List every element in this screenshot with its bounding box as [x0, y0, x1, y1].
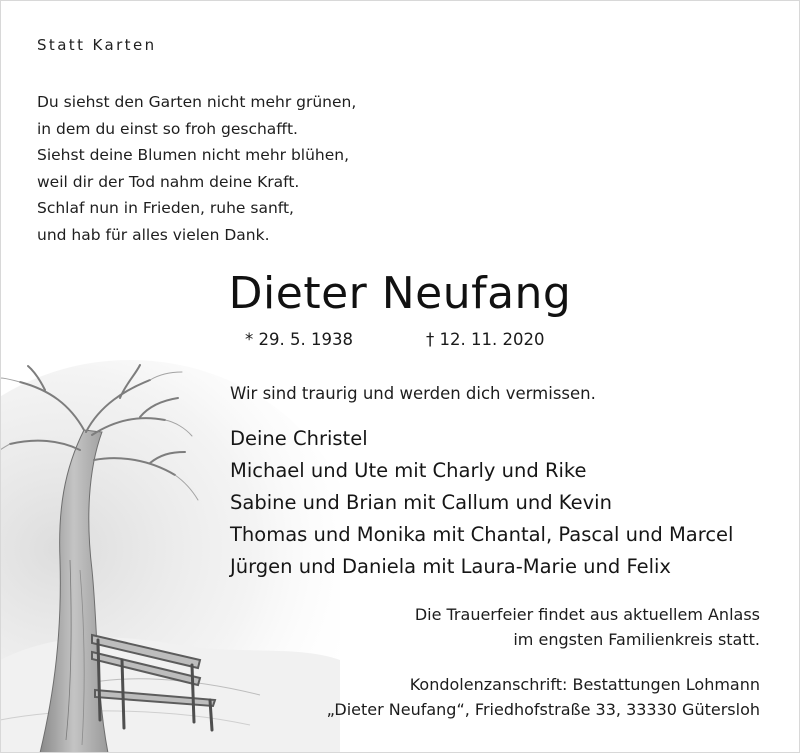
family-line: Jürgen und Daniela mit Laura-Marie und Felix: [230, 555, 671, 578]
notice-line: Die Trauerfeier findet aus aktuellem Anlass: [414, 605, 760, 624]
funeral-notice: [415, 603, 760, 652]
family-line: Sabine und Brian mit Callum und Kevin: [230, 491, 612, 514]
condolence-line: „Dieter Neufang“, Friedhofstraße 33, 33330 Gütersloh: [326, 699, 760, 719]
family-line: Deine Christel: [230, 427, 368, 450]
family-line: Thomas und Monika mit Chantal, Pascal und Marcel: [230, 523, 734, 546]
poem-line: Siehst deine Blumen nicht mehr blühen,: [37, 146, 350, 165]
family-line: Michael und Ute mit Charly und Rike: [230, 459, 587, 482]
poem-line: in dem du einst so froh geschafft.: [37, 119, 298, 138]
death-date: † 12. 11. 2020: [426, 330, 545, 349]
header-label: Statt Karten: [37, 36, 157, 54]
condolence-address: [327, 673, 760, 722]
condolence-line: Kondolenzanschrift: Bestattungen Lohmann: [409, 675, 760, 694]
poem-line: und hab für alles vielen Dank.: [37, 225, 270, 244]
notice-line: im engsten Familienkreis statt.: [513, 629, 760, 649]
poem: [37, 89, 356, 249]
birth-date: * 29. 5. 1938: [245, 330, 353, 349]
family-list: [230, 423, 733, 583]
farewell-message: Wir sind traurig und werden dich vermissen.: [230, 384, 596, 403]
poem-line: weil dir der Tod nahm deine Kraft.: [37, 172, 300, 191]
deceased-name: Dieter Neufang: [228, 268, 572, 319]
poem-line: Schlaf nun in Frieden, ruhe sanft,: [37, 199, 294, 218]
poem-line: Du siehst den Garten nicht mehr grünen,: [37, 93, 357, 111]
